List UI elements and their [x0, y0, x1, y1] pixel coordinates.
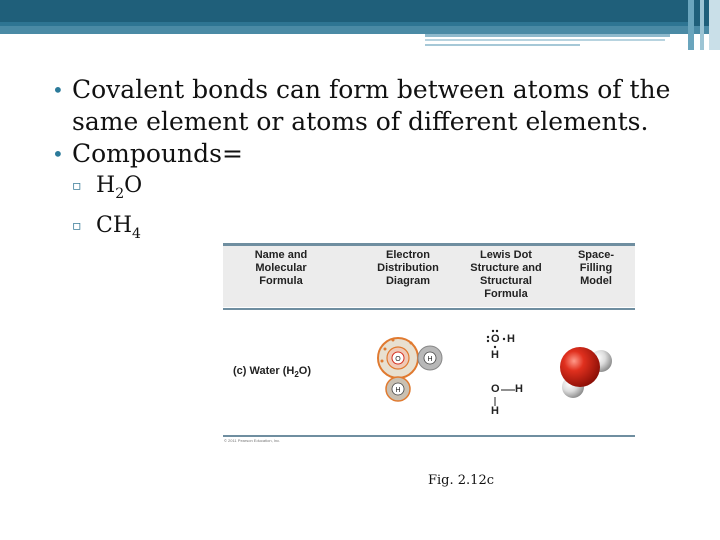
bullet-text: Compounds=: [72, 139, 243, 168]
structural-bonds: [489, 383, 519, 413]
sub-item-h2o: [50, 170, 690, 210]
formula-subscript: 2: [115, 186, 125, 202]
figure-separator: [223, 308, 635, 310]
formula-ch: CH: [96, 213, 133, 238]
bullet-dot-icon: •: [52, 78, 64, 102]
bullet-compounds: [50, 138, 690, 170]
lewis-oxygen: O: [491, 333, 500, 345]
formula-subscript: 4: [132, 226, 141, 242]
water-molecule-figure: [223, 243, 635, 437]
row-label-water: (c) Water $(H_2O)$: [233, 365, 312, 380]
header-lewis-structure: Lewis Dot Structure and Structural Formula: [470, 249, 542, 300]
header-space-filling: Space-Filling Model: [577, 249, 615, 287]
square-bullet-icon: ▫: [72, 178, 82, 194]
atom-h-label: H: [427, 356, 433, 363]
lone-pair-dots: [485, 329, 509, 353]
space-filling-model: [553, 341, 623, 411]
bullet-text: Covalent bonds can form between atoms of the same element or atoms of different elements.: [72, 75, 671, 136]
structural-oxygen: O: [491, 383, 500, 395]
lewis-hydrogen-right: H: [507, 333, 515, 345]
structural-hydrogen-right: H: [515, 383, 523, 395]
lewis-hydrogen-below: H: [491, 349, 499, 361]
atom-h-label: H: [395, 387, 401, 394]
figure-bottom-rule: [223, 435, 635, 437]
bullet-dot-icon: •: [52, 142, 64, 166]
formula-o: O: [124, 173, 143, 198]
header-name-formula: Name and Molecular Formula: [254, 249, 308, 287]
figure-caption: Fig. 2.12c: [428, 473, 494, 488]
copyright-text: © 2011 Pearson Education, Inc.: [224, 438, 281, 443]
square-bullet-icon: ▫: [72, 218, 82, 234]
header-electron-distribution: Electron Distribution Diagram: [377, 249, 439, 287]
atom-o-label: O: [395, 356, 401, 363]
top-banner: [0, 0, 720, 50]
structural-hydrogen-below: H: [491, 405, 499, 417]
bullet-covalent-bonds: [50, 74, 690, 138]
formula-h: H: [96, 173, 116, 198]
electron-distribution-diagram: [373, 331, 453, 411]
slide-content: [50, 74, 690, 250]
